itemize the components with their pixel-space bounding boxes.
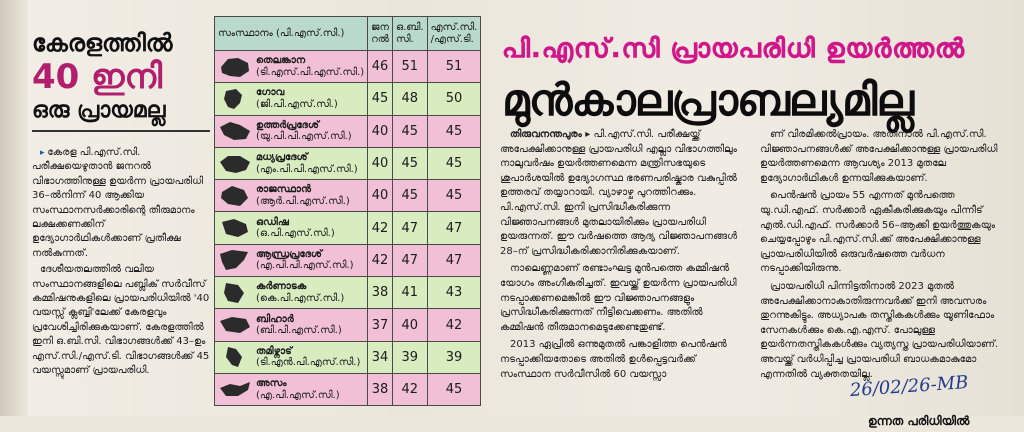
age-limit-table [214,16,481,406]
state-cell [215,115,368,147]
article-paragraph: പ്രായപരിധി പിന്നിട്ടതിനാൽ 2023 മുതൽ അപേക്ഷിക്കാനാകാതിരുന്നവർക്ക് ഇനി അവസരം തുറന്നുകിട്ടും. അധ്യാപക തസ്തികകൾക്കും യൂണിഫോം സേനകൾക്കും കെ.എ.എസ്. പോലുള്ള ഉയർന്നതസ്തികകൾക്കും വ്യത്യസ്ത പ്രായപരിധിയാണ്. അവയ്ക്ക് വർധിപ്പിച്ച പ്രായപരിധി ബാധകമാകുമോ എന്നതിൽ വ്യക്തതയില്ല. [760,280,999,380]
sidebar-heading-line1: കേരളത്തിൽ [32,29,173,57]
state-name: ഉത്തർപ്രദേശ് [256,119,319,131]
telangana-map-icon [218,55,252,79]
general-age-cell: 34 [368,341,393,373]
general-age-cell: 38 [368,277,393,309]
article-column-1 [500,128,746,385]
state-cell [215,341,368,373]
sidebar-story [32,28,210,416]
state-cell-content [218,281,364,305]
scst-age-cell: 43 [427,277,481,309]
state-cell-content [218,345,364,369]
psc-code: (ഒ.പി.എസ്.സി.) [256,228,335,240]
psc-code: (ടി.എസ്.പി.എസ്.സി.) [256,66,365,78]
obc-age-cell: 51 [392,51,427,83]
karnataka-map-icon [218,281,252,305]
state-cell-content [218,184,364,208]
uttar-pradesh-map-icon [218,119,252,143]
state-name: ഗോവ [256,87,285,99]
general-age-cell: 42 [368,212,393,244]
handwritten-date-signature: 26/02/26-MB [849,371,970,402]
article-paragraph: നാലെണ്ണമാണ് രണ്ടാംഘട്ട മുൻപത്തെ കമ്മിഷൻ യോഗം അംഗീകരിച്ചത്. ഇവയ്ക്ക് ഉയർന്ന പ്രായപരിധി നടപ്പാക്കണമെങ്കിൽ ഈ വിജ്ഞാപനങ്ങളും പ്രസിദ്ധീകരിക്കുന്നത് നീട്ടിവെക്കണം. അതിൽ കമ്മിഷൻ തീരുമാനമെടുക്കേണ്ടതുണ്ട്. [500,263,737,333]
psc-code: (യു.പി.പി.എസ്.സി.) [256,131,352,143]
obc-age-cell: 39 [392,341,427,373]
general-age-cell: 38 [368,373,393,405]
state-label [256,120,352,143]
scst-age-cell: 45 [427,373,481,405]
state-label [256,87,338,110]
main-article [488,16,1024,428]
state-name: മധ്യപ്രദേശ് [256,152,308,164]
andhra-pradesh-map-icon [218,248,252,272]
obc-age-cell: 48 [392,83,427,115]
state-cell-content [218,152,364,176]
state-cell-content [218,119,364,143]
header-scst: എസ്.സി. /എസ്.ടി. [427,17,481,51]
sidebar-heading [32,28,210,132]
age-limit-table-wrap [214,16,478,416]
next-story-heading: ഉന്നത പരിധിയിൽ [868,414,970,428]
state-name: തെലങ്കാന [256,55,306,67]
article-paragraph-text: പി.എസ്.സി. പരീക്ഷയ്ക്ക് അപേക്ഷിക്കാനുള്ള പ്രായപരിധി എല്ലാ വിഭാഗത്തിലും നാലുവർഷം ഉയർത്തണമെന്ന മന്ത്രിസഭയുടെ ശുപാർശയിൽ ഉദ്യോഗസ്ഥ ഭരണപരിഷ്കാര വകുപ്പിൽ ഉത്തരവ് തയ്യാറായി. വ്യാഴാഴ്ച പുറത്തിറക്കും. പി.എസ്.സി. ഇനി പ്രസിദ്ധീകരിക്കുന്ന വിജ്ഞാപനങ്ങൾ മുതലായിരിക്കും പ്രായപരിധി ഉയരുന്നത്. ഈ വർഷത്തെ ആദ്യ വിജ്ഞാപനങ്ങൾ 28–ന് പ്രസിദ്ധീകരിക്കാനിരിക്കുകയാണ്. [500,129,738,257]
state-label [256,281,344,304]
table-row [215,277,481,309]
table-row [215,309,481,341]
state-cell-content [218,378,364,402]
table-row [215,51,481,83]
state-name: ആന്ധ്രപ്രദേശ് [256,248,322,260]
state-cell-content [218,216,364,240]
goa-map-icon [218,87,252,111]
state-cell [215,147,368,179]
table-row [215,212,481,244]
state-cell-content [218,55,364,79]
article-kicker: പി.എസ്.സി പ്രായപരിധി ഉയർത്തൽ [502,34,965,64]
page-fold-shadow [0,0,28,416]
general-age-cell: 45 [368,83,393,115]
obc-age-cell: 47 [392,244,427,276]
scst-age-cell: 45 [427,147,481,179]
obc-age-cell: 45 [392,147,427,179]
scst-age-cell: 45 [427,115,481,147]
article-paragraph: ണ് വിരമിക്കൽപ്രായം. അതിനാൽ പി.എസ്.സി. വിജ്ഞാപനങ്ങൾക്ക് അപേക്ഷിക്കാനുള്ള പ്രായപരിധി ഉയർത്തണമെന്ന ആവശ്യം 2013 മുതലേ ഉദ്യോഗാർഥികൾ ഉന്നയിക്കുകയാണ്. [760,129,998,184]
state-label [256,249,354,272]
sidebar-heading-line2: 40 ഇനി [32,57,163,97]
table-row [215,147,481,179]
psc-code: (എ.പി.പി.എസ്.സി.) [256,260,354,272]
state-cell [215,212,368,244]
state-name: ഒഡിഷ [256,216,289,228]
state-label [256,346,360,369]
state-name: രാജസ്ഥാൻ [256,184,311,196]
state-cell [215,277,368,309]
general-age-cell: 40 [368,180,393,212]
general-age-cell: 42 [368,244,393,276]
state-label [256,55,364,78]
general-age-cell: 40 [368,147,393,179]
header-general: ജന റൽ [368,17,393,51]
header-state: സംസ്ഥാനം (പി.എസ്.സി.) [215,17,368,51]
article-paragraph: 2013 ഏപ്രിൽ ഒന്നുമുതൽ പങ്കാളിത്ത പെൻഷൻ നടപ്പാക്കിയതോടെ അതിൽ ഉൾപ്പെട്ടവർക്ക് സംസ്ഥാന സർവീസിൽ 60 വയസ്സാ [500,339,727,380]
state-cell [215,83,368,115]
table-row [215,115,481,147]
bihar-map-icon [218,313,252,337]
state-label [256,152,358,175]
obc-age-cell: 40 [392,309,427,341]
article-column-2 [760,128,1002,385]
psc-code: (ജി.പി.എസ്.സി.) [256,98,338,110]
header-obc: ഒ.ബി. സി. [392,17,427,51]
state-cell [215,244,368,276]
odisha-map-icon [218,216,252,240]
psc-code: (എ.പി.എസ്.സി.) [256,389,340,401]
state-name: ബിഹാർ [256,313,294,325]
obc-age-cell: 45 [392,115,427,147]
rajasthan-map-icon [218,184,252,208]
state-cell [215,180,368,212]
state-name: അസം [256,378,287,390]
scst-age-cell: 51 [427,51,481,83]
state-label [256,217,335,240]
general-age-cell: 40 [368,115,393,147]
sidebar-paragraph-1 [32,146,210,261]
obc-age-cell: 41 [392,277,427,309]
scst-age-cell: 47 [427,212,481,244]
obc-age-cell: 45 [392,180,427,212]
psc-code: (ബി.പി.എസ്.സി.) [256,325,342,337]
state-cell [215,51,368,83]
state-cell [215,373,368,405]
article-paragraph: പെൻഷൻ പ്രായം 55 എന്നത് മുൻപത്തെ യു.ഡി.എഫ്. സർക്കാർ ഏകീകരിക്കുകയും പിന്നീട് എൽ.ഡി.എഫ്. സർക്കാർ 56–ആക്കി ഉയർത്തുകയും ചെയ്യപ്പോഴും പി.എസ്.സി.ക്ക് അപേക്ഷിക്കാനുള്ള പ്രായപരിധിയിൽ ഒരുവർഷത്തെ വർധന നടപ്പാക്കിയിരുന്നു. [760,190,996,275]
general-age-cell: 46 [368,51,393,83]
bullet-icon: ▸ [40,148,48,158]
sidebar-paragraph-2: ദേശീയതലത്തിൽ വലിയ സംസ്ഥാനങ്ങളിലെ പബ്ലിക് സർവീസ് കമ്മിഷനുകളിലെ പ്രായപരിധിയിൽ '40 വയസ്സ് ക്ലബ്ബി'ലേക്ക് കേരളവും പ്രവേശിച്ചിരിക്കുകയാണ്. കേരളത്തിൽ ഇനി ഒ.ബി.സി. വിഭാഗങ്ങൾക്ക് 43–ഉം എസ്.സി./എസ്.ടി. വിഭാഗങ്ങൾക്ക് 45 വയസ്സുമാണ് പ്രായപരിധി. [32,264,210,377]
state-cell-content [218,313,364,337]
article-headline: മുൻകാലപ്രാബല്യമില്ല [502,75,913,126]
state-name: കർണാടക [256,281,307,293]
table-row [215,180,481,212]
article-paragraph [500,128,746,259]
state-label [256,378,340,401]
psc-code: (എം.പി.പി.എസ്.സി.) [256,163,358,175]
state-name: തമിഴ്നാട് [256,345,292,357]
state-cell-content [218,87,364,111]
madhya-pradesh-map-icon [218,152,252,176]
obc-age-cell: 42 [392,373,427,405]
psc-code: (ടി.എൻ.പി.എസ്.സി.) [256,357,361,369]
table-row [215,373,481,405]
sidebar-paragraph-1-text: കേരള പി.എസ്.സി. പരീക്ഷയെഴുതാൻ ജനറൽ വിഭാഗത്തിനുള്ള ഉയർന്ന പ്രായപരിധി 36–ൽനിന്ന് 40 ആക്കിയ സംസ്ഥാനസർക്കാരിന്റെ തീരുമാനം ലക്ഷക്കണക്കിന് ഉദ്യോഗാർഥികൾക്കാണ് പ്രതീക്ഷ നൽകുന്നത്. [32,147,204,259]
scst-age-cell: 39 [427,341,481,373]
table-row [215,341,481,373]
state-label [256,184,350,207]
table-header-row [215,17,481,51]
state-cell [215,309,368,341]
table-row [215,244,481,276]
tamil-nadu-map-icon [218,345,252,369]
scst-age-cell: 47 [427,244,481,276]
scst-age-cell: 42 [427,309,481,341]
scst-age-cell: 45 [427,180,481,212]
scst-age-cell: 50 [427,83,481,115]
sidebar-heading-line3: ഒരു പ്രായമല്ല [32,98,166,123]
state-cell-content [218,248,364,272]
assam-map-icon [218,378,252,402]
table-body [215,51,481,406]
obc-age-cell: 47 [392,212,427,244]
general-age-cell: 37 [368,309,393,341]
dateline: തിരുവനന്തപുരം ▸ [510,129,591,140]
sidebar-body [32,146,210,379]
psc-code: (കെ.പി.എസ്.സി.) [256,292,345,304]
table-row [215,83,481,115]
psc-code: (ആർ.പി.എസ്.സി.) [256,195,350,207]
state-label [256,314,342,337]
